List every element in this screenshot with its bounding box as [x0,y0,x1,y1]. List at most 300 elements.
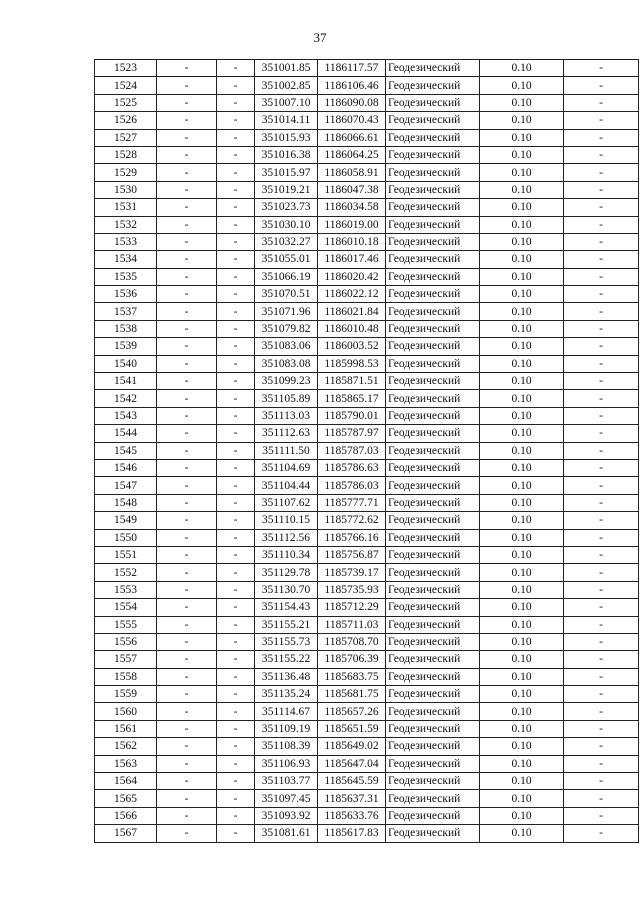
table-row [95,564,639,581]
method-cell: Геодезический [386,790,480,807]
y-coordinate-cell: 1186020.42 [318,268,386,285]
x-coordinate-cell: 351109.19 [255,720,318,737]
x-coordinate-cell: 351093.92 [255,807,318,824]
point-number-cell: 1543 [95,407,157,424]
x-coordinate-cell: 351154.43 [255,599,318,616]
table-row [95,703,639,720]
note-cell: - [564,668,639,685]
table-row [95,216,639,233]
x-coordinate-cell: 351070.51 [255,286,318,303]
table-row [95,303,639,320]
coordinates-table [94,59,639,843]
table-row [95,616,639,633]
col-b-cell: - [217,529,255,546]
precision-cell: 0.10 [480,512,564,529]
method-cell: Геодезический [386,807,480,824]
note-cell: - [564,773,639,790]
table-row [95,181,639,198]
col-b-cell: - [217,668,255,685]
method-cell: Геодезический [386,338,480,355]
point-number-cell: 1566 [95,807,157,824]
note-cell: - [564,338,639,355]
x-coordinate-cell: 351111.50 [255,442,318,459]
y-coordinate-cell: 1185766.16 [318,529,386,546]
note-cell: - [564,320,639,337]
note-cell: - [564,303,639,320]
method-cell: Геодезический [386,164,480,181]
col-b-cell: - [217,773,255,790]
y-coordinate-cell: 1186117.57 [318,60,386,77]
col-a-cell: - [157,390,217,407]
note-cell: - [564,494,639,511]
col-b-cell: - [217,181,255,198]
y-coordinate-cell: 1185739.17 [318,564,386,581]
method-cell: Геодезический [386,459,480,476]
method-cell: Геодезический [386,494,480,511]
precision-cell: 0.10 [480,581,564,598]
point-number-cell: 1544 [95,425,157,442]
col-a-cell: - [157,303,217,320]
x-coordinate-cell: 351030.10 [255,216,318,233]
method-cell: Геодезический [386,251,480,268]
table-row [95,251,639,268]
table-row [95,233,639,250]
col-b-cell: - [217,164,255,181]
method-cell: Геодезический [386,181,480,198]
precision-cell: 0.10 [480,216,564,233]
note-cell: - [564,512,639,529]
x-coordinate-cell: 351097.45 [255,790,318,807]
table-row [95,755,639,772]
table-row [95,494,639,511]
method-cell: Геодезический [386,773,480,790]
method-cell: Геодезический [386,546,480,563]
y-coordinate-cell: 1185647.04 [318,755,386,772]
x-coordinate-cell: 351155.21 [255,616,318,633]
note-cell: - [564,616,639,633]
precision-cell: 0.10 [480,825,564,842]
note-cell: - [564,738,639,755]
y-coordinate-cell: 1186022.12 [318,286,386,303]
point-number-cell: 1528 [95,146,157,163]
point-number-cell: 1531 [95,199,157,216]
note-cell: - [564,825,639,842]
x-coordinate-cell: 351023.73 [255,199,318,216]
col-a-cell: - [157,651,217,668]
table-row [95,77,639,94]
point-number-cell: 1548 [95,494,157,511]
note-cell: - [564,390,639,407]
x-coordinate-cell: 351113.03 [255,407,318,424]
method-cell: Геодезический [386,286,480,303]
table-row [95,320,639,337]
method-cell: Геодезический [386,390,480,407]
x-coordinate-cell: 351112.56 [255,529,318,546]
col-b-cell: - [217,825,255,842]
method-cell: Геодезический [386,651,480,668]
y-coordinate-cell: 1186021.84 [318,303,386,320]
method-cell: Геодезический [386,407,480,424]
precision-cell: 0.10 [480,564,564,581]
method-cell: Геодезический [386,703,480,720]
precision-cell: 0.10 [480,529,564,546]
method-cell: Геодезический [386,668,480,685]
x-coordinate-cell: 351112.63 [255,425,318,442]
method-cell: Геодезический [386,442,480,459]
table-row [95,442,639,459]
point-number-cell: 1536 [95,286,157,303]
y-coordinate-cell: 1185787.97 [318,425,386,442]
x-coordinate-cell: 351032.27 [255,233,318,250]
point-number-cell: 1525 [95,94,157,111]
col-a-cell: - [157,407,217,424]
point-number-cell: 1524 [95,77,157,94]
col-b-cell: - [217,233,255,250]
precision-cell: 0.10 [480,320,564,337]
table-row [95,407,639,424]
table-row [95,286,639,303]
method-cell: Геодезический [386,268,480,285]
y-coordinate-cell: 1185735.93 [318,581,386,598]
col-a-cell: - [157,199,217,216]
precision-cell: 0.10 [480,790,564,807]
note-cell: - [564,651,639,668]
col-b-cell: - [217,338,255,355]
method-cell: Геодезический [386,233,480,250]
point-number-cell: 1563 [95,755,157,772]
x-coordinate-cell: 351015.97 [255,164,318,181]
table-row [95,825,639,842]
col-b-cell: - [217,738,255,755]
precision-cell: 0.10 [480,755,564,772]
note-cell: - [564,564,639,581]
note-cell: - [564,425,639,442]
precision-cell: 0.10 [480,477,564,494]
col-a-cell: - [157,720,217,737]
x-coordinate-cell: 351055.01 [255,251,318,268]
y-coordinate-cell: 1186090.08 [318,94,386,111]
col-a-cell: - [157,581,217,598]
col-a-cell: - [157,616,217,633]
table-row [95,668,639,685]
col-b-cell: - [217,286,255,303]
point-number-cell: 1537 [95,303,157,320]
x-coordinate-cell: 351110.34 [255,546,318,563]
x-coordinate-cell: 351110.15 [255,512,318,529]
y-coordinate-cell: 1185871.51 [318,373,386,390]
col-b-cell: - [217,703,255,720]
y-coordinate-cell: 1185649.02 [318,738,386,755]
table-row [95,720,639,737]
col-b-cell: - [217,129,255,146]
col-b-cell: - [217,720,255,737]
point-number-cell: 1529 [95,164,157,181]
x-coordinate-cell: 351104.69 [255,459,318,476]
note-cell: - [564,599,639,616]
table-row [95,373,639,390]
point-number-cell: 1565 [95,790,157,807]
precision-cell: 0.10 [480,129,564,146]
y-coordinate-cell: 1185711.03 [318,616,386,633]
point-number-cell: 1526 [95,112,157,129]
method-cell: Геодезический [386,320,480,337]
x-coordinate-cell: 351007.10 [255,94,318,111]
x-coordinate-cell: 351016.38 [255,146,318,163]
note-cell: - [564,355,639,372]
y-coordinate-cell: 1185865.17 [318,390,386,407]
x-coordinate-cell: 351014.11 [255,112,318,129]
y-coordinate-cell: 1185617.83 [318,825,386,842]
table-row [95,60,639,77]
col-a-cell: - [157,755,217,772]
col-a-cell: - [157,233,217,250]
precision-cell: 0.10 [480,633,564,650]
precision-cell: 0.10 [480,112,564,129]
note-cell: - [564,720,639,737]
x-coordinate-cell: 351083.08 [255,355,318,372]
precision-cell: 0.10 [480,703,564,720]
y-coordinate-cell: 1186010.18 [318,233,386,250]
note-cell: - [564,94,639,111]
precision-cell: 0.10 [480,146,564,163]
col-a-cell: - [157,599,217,616]
method-cell: Геодезический [386,581,480,598]
precision-cell: 0.10 [480,199,564,216]
precision-cell: 0.10 [480,546,564,563]
y-coordinate-cell: 1185683.75 [318,668,386,685]
precision-cell: 0.10 [480,616,564,633]
note-cell: - [564,459,639,476]
col-a-cell: - [157,459,217,476]
x-coordinate-cell: 351114.67 [255,703,318,720]
precision-cell: 0.10 [480,807,564,824]
col-b-cell: - [217,60,255,77]
precision-cell: 0.10 [480,303,564,320]
precision-cell: 0.10 [480,60,564,77]
y-coordinate-cell: 1185657.26 [318,703,386,720]
table-row [95,94,639,111]
col-a-cell: - [157,77,217,94]
method-cell: Геодезический [386,564,480,581]
note-cell: - [564,477,639,494]
point-number-cell: 1550 [95,529,157,546]
note-cell: - [564,633,639,650]
method-cell: Геодезический [386,686,480,703]
col-a-cell: - [157,529,217,546]
col-b-cell: - [217,320,255,337]
point-number-cell: 1562 [95,738,157,755]
col-a-cell: - [157,686,217,703]
col-b-cell: - [217,373,255,390]
method-cell: Геодезический [386,425,480,442]
col-b-cell: - [217,355,255,372]
note-cell: - [564,407,639,424]
precision-cell: 0.10 [480,686,564,703]
x-coordinate-cell: 351130.70 [255,581,318,598]
table-row [95,546,639,563]
table-row [95,633,639,650]
col-a-cell: - [157,668,217,685]
note-cell: - [564,686,639,703]
col-b-cell: - [217,755,255,772]
note-cell: - [564,199,639,216]
col-a-cell: - [157,251,217,268]
col-a-cell: - [157,494,217,511]
precision-cell: 0.10 [480,164,564,181]
col-b-cell: - [217,251,255,268]
note-cell: - [564,112,639,129]
x-coordinate-cell: 351079.82 [255,320,318,337]
note-cell: - [564,546,639,563]
method-cell: Геодезический [386,599,480,616]
col-a-cell: - [157,112,217,129]
x-coordinate-cell: 351155.22 [255,651,318,668]
col-b-cell: - [217,390,255,407]
method-cell: Геодезический [386,77,480,94]
note-cell: - [564,129,639,146]
col-b-cell: - [217,303,255,320]
col-b-cell: - [217,94,255,111]
table-row [95,773,639,790]
col-a-cell: - [157,790,217,807]
note-cell: - [564,146,639,163]
col-b-cell: - [217,477,255,494]
precision-cell: 0.10 [480,494,564,511]
col-b-cell: - [217,425,255,442]
point-number-cell: 1523 [95,60,157,77]
x-coordinate-cell: 351105.89 [255,390,318,407]
col-a-cell: - [157,477,217,494]
col-a-cell: - [157,94,217,111]
table-row [95,477,639,494]
col-b-cell: - [217,599,255,616]
col-a-cell: - [157,546,217,563]
x-coordinate-cell: 351108.39 [255,738,318,755]
precision-cell: 0.10 [480,251,564,268]
col-b-cell: - [217,581,255,598]
precision-cell: 0.10 [480,286,564,303]
x-coordinate-cell: 351099.23 [255,373,318,390]
col-a-cell: - [157,442,217,459]
note-cell: - [564,233,639,250]
method-cell: Геодезический [386,477,480,494]
col-b-cell: - [217,77,255,94]
col-a-cell: - [157,268,217,285]
y-coordinate-cell: 1185706.39 [318,651,386,668]
table-row [95,338,639,355]
precision-cell: 0.10 [480,373,564,390]
col-b-cell: - [217,546,255,563]
y-coordinate-cell: 1185787.03 [318,442,386,459]
method-cell: Геодезический [386,512,480,529]
table-row [95,164,639,181]
y-coordinate-cell: 1185786.03 [318,477,386,494]
table-row [95,790,639,807]
note-cell: - [564,755,639,772]
table-row [95,738,639,755]
precision-cell: 0.10 [480,773,564,790]
point-number-cell: 1546 [95,459,157,476]
col-a-cell: - [157,60,217,77]
table-row [95,199,639,216]
col-b-cell: - [217,442,255,459]
table-row [95,146,639,163]
precision-cell: 0.10 [480,459,564,476]
x-coordinate-cell: 351104.44 [255,477,318,494]
x-coordinate-cell: 351066.19 [255,268,318,285]
precision-cell: 0.10 [480,181,564,198]
y-coordinate-cell: 1186047.38 [318,181,386,198]
table-row [95,129,639,146]
table-row [95,651,639,668]
point-number-cell: 1534 [95,251,157,268]
note-cell: - [564,529,639,546]
col-a-cell: - [157,355,217,372]
point-number-cell: 1567 [95,825,157,842]
y-coordinate-cell: 1186019.00 [318,216,386,233]
point-number-cell: 1530 [95,181,157,198]
method-cell: Геодезический [386,633,480,650]
note-cell: - [564,373,639,390]
x-coordinate-cell: 351001.85 [255,60,318,77]
point-number-cell: 1545 [95,442,157,459]
note-cell: - [564,164,639,181]
x-coordinate-cell: 351136.48 [255,668,318,685]
y-coordinate-cell: 1186064.25 [318,146,386,163]
table-row [95,512,639,529]
method-cell: Геодезический [386,355,480,372]
y-coordinate-cell: 1186010.48 [318,320,386,337]
point-number-cell: 1532 [95,216,157,233]
point-number-cell: 1555 [95,616,157,633]
table-row [95,355,639,372]
note-cell: - [564,77,639,94]
col-b-cell: - [217,199,255,216]
col-b-cell: - [217,494,255,511]
col-a-cell: - [157,338,217,355]
col-a-cell: - [157,425,217,442]
x-coordinate-cell: 351019.21 [255,181,318,198]
table-body [95,60,639,843]
table-row [95,807,639,824]
x-coordinate-cell: 351081.61 [255,825,318,842]
point-number-cell: 1527 [95,129,157,146]
col-a-cell: - [157,825,217,842]
col-a-cell: - [157,164,217,181]
precision-cell: 0.10 [480,355,564,372]
x-coordinate-cell: 351107.62 [255,494,318,511]
point-number-cell: 1561 [95,720,157,737]
y-coordinate-cell: 1185681.75 [318,686,386,703]
col-a-cell: - [157,216,217,233]
point-number-cell: 1551 [95,546,157,563]
point-number-cell: 1535 [95,268,157,285]
col-a-cell: - [157,738,217,755]
point-number-cell: 1552 [95,564,157,581]
note-cell: - [564,807,639,824]
method-cell: Геодезический [386,94,480,111]
point-number-cell: 1559 [95,686,157,703]
note-cell: - [564,216,639,233]
x-coordinate-cell: 351015.93 [255,129,318,146]
method-cell: Геодезический [386,303,480,320]
page-number: 37 [313,30,327,45]
point-number-cell: 1540 [95,355,157,372]
y-coordinate-cell: 1186003.52 [318,338,386,355]
method-cell: Геодезический [386,216,480,233]
method-cell: Геодезический [386,616,480,633]
table-row [95,459,639,476]
